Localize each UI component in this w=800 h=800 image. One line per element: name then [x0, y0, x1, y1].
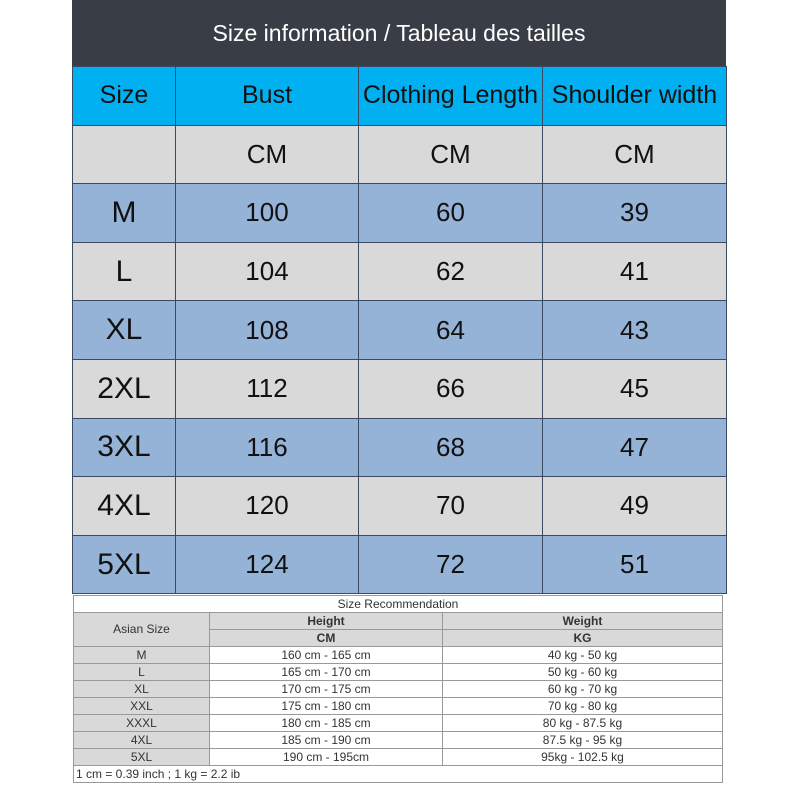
unit-clothing-length: CM	[359, 125, 543, 184]
unit-size	[73, 125, 176, 184]
unit-shoulder-width: CM	[543, 125, 727, 184]
rec-cell-height: 190 cm - 195cm	[210, 749, 443, 766]
cell-shoulder-width: 49	[543, 477, 727, 536]
size-recommendation-table	[73, 595, 723, 783]
cell-shoulder-width: 47	[543, 418, 727, 477]
header-bust: Bust	[176, 67, 359, 126]
rec-cell-height: 175 cm - 180 cm	[210, 698, 443, 715]
header-shoulder-width: Shoulder width	[543, 67, 727, 126]
cell-bust: 124	[176, 535, 359, 594]
rec-cell-height: 170 cm - 175 cm	[210, 681, 443, 698]
header-size: Size	[73, 67, 176, 126]
cell-size: 5XL	[73, 535, 176, 594]
rec-cell-weight: 60 kg - 70 kg	[443, 681, 723, 698]
cell-shoulder-width: 51	[543, 535, 727, 594]
rec-cell-height: 160 cm - 165 cm	[210, 647, 443, 664]
cell-bust: 116	[176, 418, 359, 477]
table-row	[73, 242, 727, 301]
page-title: Size information / Tableau des tailles	[72, 0, 726, 66]
cell-shoulder-width: 43	[543, 301, 727, 360]
height-unit: CM	[210, 630, 443, 647]
cell-size: 3XL	[73, 418, 176, 477]
rec-cell-weight: 80 kg - 87.5 kg	[443, 715, 723, 732]
recommendation-row	[74, 647, 723, 664]
rec-cell-size: XXXL	[74, 715, 210, 732]
rec-cell-height: 185 cm - 190 cm	[210, 732, 443, 749]
table-row	[73, 301, 727, 360]
cell-shoulder-width: 45	[543, 359, 727, 418]
cell-bust: 108	[176, 301, 359, 360]
cell-clothing-length: 66	[359, 359, 543, 418]
rec-cell-weight: 70 kg - 80 kg	[443, 698, 723, 715]
table-row	[73, 184, 727, 243]
height-header: Height	[210, 613, 443, 630]
table-row	[73, 477, 727, 536]
cell-clothing-length: 70	[359, 477, 543, 536]
header-row	[73, 67, 727, 126]
rec-cell-weight: 95kg - 102.5 kg	[443, 749, 723, 766]
unit-bust: CM	[176, 125, 359, 184]
rec-cell-weight: 40 kg - 50 kg	[443, 647, 723, 664]
rec-cell-size: 4XL	[74, 732, 210, 749]
recommendation-row	[74, 681, 723, 698]
cell-clothing-length: 64	[359, 301, 543, 360]
recommendation-title: Size Recommendation	[74, 596, 723, 613]
rec-cell-height: 165 cm - 170 cm	[210, 664, 443, 681]
cell-shoulder-width: 41	[543, 242, 727, 301]
recommendation-row	[74, 749, 723, 766]
weight-header: Weight	[443, 613, 723, 630]
recommendation-row	[74, 715, 723, 732]
asian-size-header: Asian Size	[74, 613, 210, 647]
table-row	[73, 359, 727, 418]
cell-bust: 112	[176, 359, 359, 418]
rec-cell-weight: 50 kg - 60 kg	[443, 664, 723, 681]
recommendation-row	[74, 698, 723, 715]
cell-clothing-length: 72	[359, 535, 543, 594]
rec-cell-size: XL	[74, 681, 210, 698]
table-row	[73, 418, 727, 477]
cell-size: 2XL	[73, 359, 176, 418]
cell-size: XL	[73, 301, 176, 360]
rec-cell-size: M	[74, 647, 210, 664]
cell-clothing-length: 60	[359, 184, 543, 243]
cell-bust: 120	[176, 477, 359, 536]
footnote: 1 cm = 0.39 inch ; 1 kg = 2.2 ib	[74, 766, 723, 783]
cell-size: L	[73, 242, 176, 301]
rec-cell-size: L	[74, 664, 210, 681]
header-clothing-length: Clothing Length	[359, 67, 543, 126]
table-row	[73, 535, 727, 594]
cell-bust: 104	[176, 242, 359, 301]
rec-cell-size: 5XL	[74, 749, 210, 766]
unit-row	[73, 125, 727, 184]
cell-bust: 100	[176, 184, 359, 243]
rec-cell-size: XXL	[74, 698, 210, 715]
cell-size: M	[73, 184, 176, 243]
cell-clothing-length: 68	[359, 418, 543, 477]
cell-size: 4XL	[73, 477, 176, 536]
recommendation-row	[74, 732, 723, 749]
cell-clothing-length: 62	[359, 242, 543, 301]
cell-shoulder-width: 39	[543, 184, 727, 243]
weight-unit: KG	[443, 630, 723, 647]
rec-cell-height: 180 cm - 185 cm	[210, 715, 443, 732]
rec-cell-weight: 87.5 kg - 95 kg	[443, 732, 723, 749]
footnote-row	[74, 766, 723, 783]
size-table	[72, 66, 727, 594]
recommendation-row	[74, 664, 723, 681]
